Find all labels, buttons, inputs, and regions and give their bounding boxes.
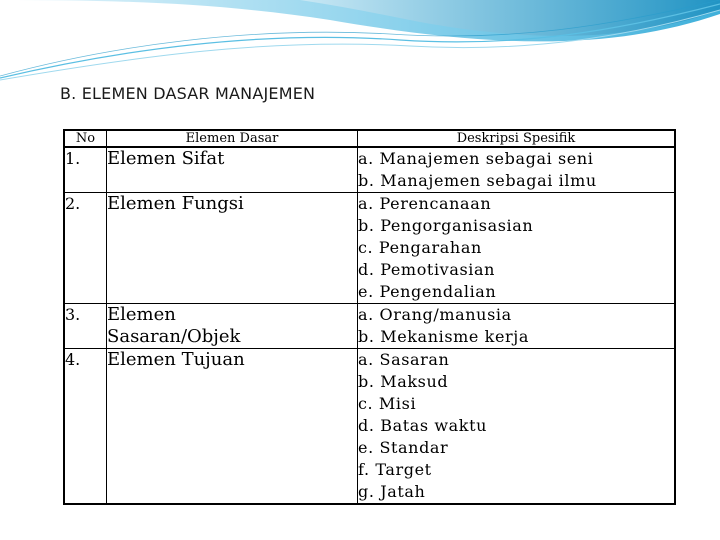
element-name	[107, 349, 358, 505]
description-item: a. Perencanaan	[358, 194, 492, 213]
description-item: b. Manajemen sebagai ilmu	[358, 171, 597, 190]
table-header-row	[64, 130, 675, 147]
description-item: c. Pengarahan	[358, 238, 482, 257]
slide-title: B. ELEMEN DASAR MANAJEMEN	[60, 84, 316, 103]
element-name-line: Elemen Fungsi	[107, 193, 244, 214]
elemen-dasar-table	[63, 129, 676, 505]
element-name	[107, 147, 358, 193]
element-name-line: Sasaran/Objek	[107, 326, 241, 347]
row-number: 3.	[64, 304, 107, 349]
header-elemen-dasar: Elemen Dasar	[107, 130, 358, 147]
description-list	[358, 304, 676, 349]
description-item: a. Orang/manusia	[358, 305, 512, 324]
element-name	[107, 193, 358, 304]
description-item: d. Pemotivasian	[358, 260, 496, 279]
table-row	[64, 147, 675, 193]
table-row	[64, 193, 675, 304]
description-item: b. Maksud	[358, 372, 449, 391]
element-name-line: Elemen Sifat	[107, 148, 225, 169]
description-item: a. Manajemen sebagai seni	[358, 149, 594, 168]
header-swoosh-decoration	[0, 0, 720, 90]
header-deskripsi-spesifik: Deskripsi Spesifik	[358, 130, 676, 147]
header-no: No	[64, 130, 107, 147]
description-item: b. Mekanisme kerja	[358, 327, 529, 346]
description-item: a. Sasaran	[358, 350, 450, 369]
row-number: 4.	[64, 349, 107, 505]
row-number: 1.	[64, 147, 107, 193]
element-name-line: Elemen Tujuan	[107, 349, 245, 370]
table-row	[64, 304, 675, 349]
description-item: d. Batas waktu	[358, 416, 488, 435]
description-list	[358, 349, 676, 505]
description-item: e. Standar	[358, 438, 449, 457]
description-item: g. Jatah	[358, 482, 426, 501]
description-item: f. Target	[358, 460, 432, 479]
description-item: e. Pengendalian	[358, 282, 497, 301]
description-item: b. Pengorganisasian	[358, 216, 534, 235]
element-name-line: Elemen	[107, 304, 176, 325]
description-item: c. Misi	[358, 394, 417, 413]
description-list	[358, 147, 676, 193]
element-name	[107, 304, 358, 349]
description-list	[358, 193, 676, 304]
table-row	[64, 349, 675, 505]
row-number: 2.	[64, 193, 107, 304]
